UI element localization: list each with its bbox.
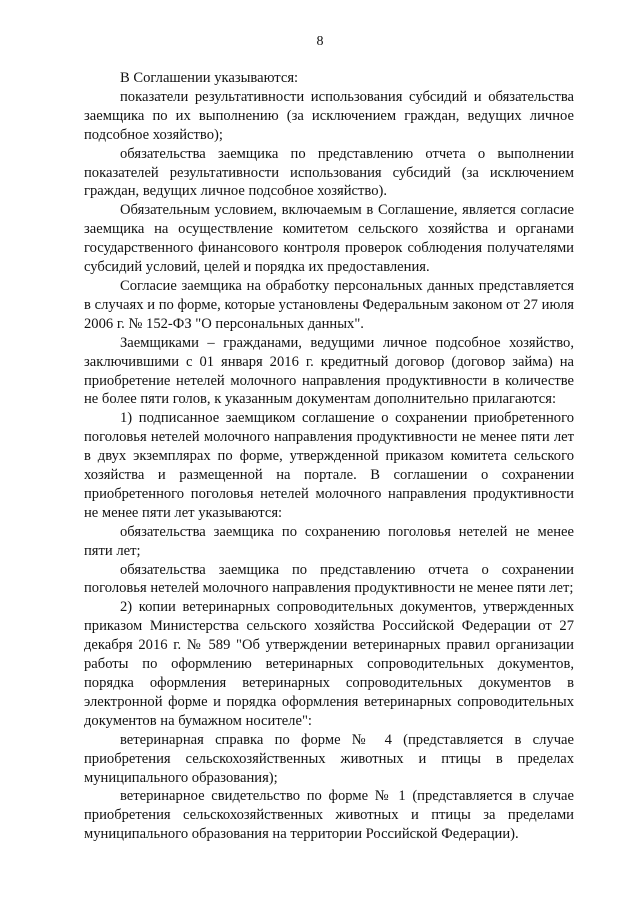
paragraph-vet-certificate-form-4: ветеринарная справка по форме № 4 (представляется в случае приобретения сельскохозяйственных животных и птицы в пределах муниципального образования);: [84, 731, 574, 786]
paragraph-report-obligations: обязательства заемщика по представлению отчета о выполнении показателей результативности использования субсидий (за исключением граждан, ведущих личное подсобное хозяйство).: [84, 145, 574, 200]
paragraph-borrowers: Заемщиками – гражданами, ведущими личное подсобное хозяйство, заключившими с 01 января 2016 г. кредитный договор (договор займа) на приобретение нетелей молочного направления продуктивности в количестве не более пяти голов, к указанным документам дополнительно прилагаются:: [84, 334, 574, 408]
paragraph-item-2: 2) копии ветеринарных сопроводительных документов, утвержденных приказом Министерства сельского хозяйства Российской Федерации от 27 декабря 2016 г. № 589 "Об утверждении ветеринарных правил организации работы по оформлению ветеринарных сопроводительных документов, порядка оформления ветеринарных сопроводительных документов в электронной форме и порядка оформления ветеринарных сопроводительных документов на бумажном носителе":: [84, 599, 574, 729]
paragraph-intro: В Соглашении указываются:: [120, 70, 299, 86]
paragraph-vet-certificate-form-1: ветеринарное свидетельство по форме № 1 (представляется в случае приобретения сельскохозяйственных животных и птицы за пределами муниципального образования на территории Российской Федерации).: [84, 788, 574, 843]
paragraph-indicators: показатели результативности использования субсидий и обязательства заемщика по их выполнению (за исключением граждан, ведущих личное подсобное хозяйство);: [84, 88, 574, 143]
paragraph-personal-data-consent: Согласие заемщика на обработку персональных данных представляется в случаях и по форме, которые установлены Федеральным законом от 27 июля 2006 г. № 152-ФЗ "О персональных данных".: [84, 277, 574, 332]
page-number: 8: [316, 34, 324, 49]
paragraph-preservation-obligation: обязательства заемщика по сохранению поголовья нетелей не менее пяти лет;: [84, 523, 574, 559]
paragraph-item-1: 1) подписанное заемщиком соглашение о сохранении приобретенного поголовья нетелей молочного направления продуктивности не менее пяти лет в двух экземплярах по форме, утвержденной приказом комитета сельского хозяйства и размещенной на портале. В соглашении о сохранении приобретенного поголовья нетелей молочного направления продуктивности не менее пяти лет указываются:: [84, 410, 574, 521]
paragraph-mandatory-condition: Обязательным условием, включаемым в Соглашение, является согласие заемщика на осуществление комитетом сельского хозяйства и органами государственного финансового контроля проверок соблюдения получателями субсидий условий, целей и порядка их предоставления.: [84, 202, 574, 276]
document-body: [84, 69, 574, 844]
paragraph-preservation-report: обязательства заемщика по представлению отчета о сохранении поголовья нетелей молочного направления продуктивности не менее пяти лет;: [84, 561, 574, 597]
